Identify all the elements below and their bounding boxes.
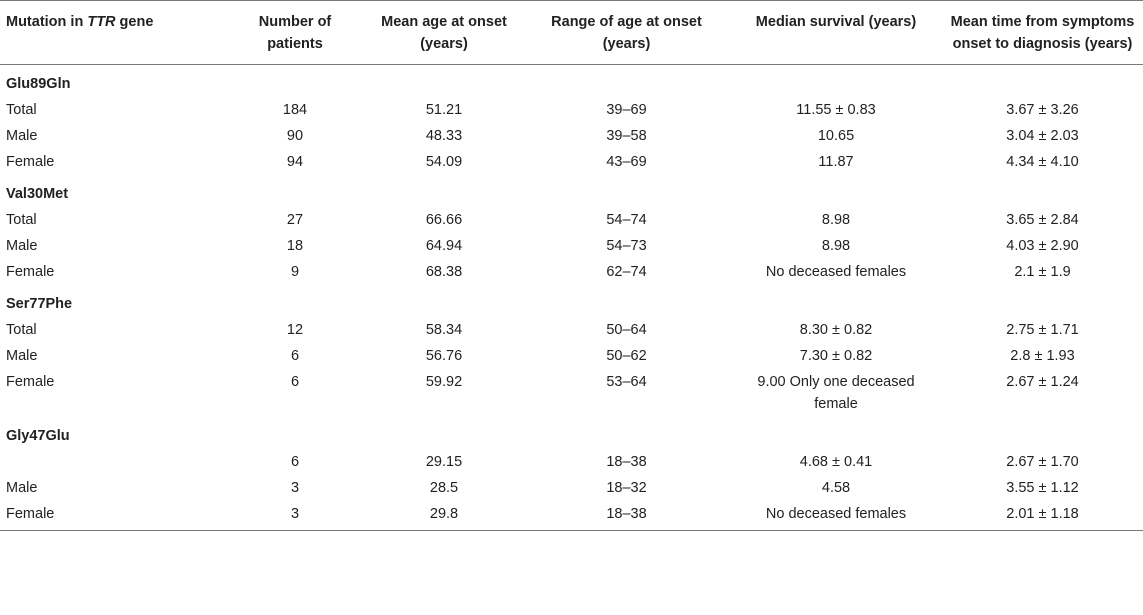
cell-mean-age: 66.66 — [425, 212, 463, 228]
group-header-row — [0, 175, 1143, 207]
cell-time-to-diagnosis: 2.67 ± 1.24 — [1006, 374, 1079, 390]
cell-mean-age: 28.5 — [429, 480, 459, 496]
cell-age-range: 18–32 — [606, 480, 647, 496]
cell-number-of-patients: 27 — [286, 212, 304, 228]
cell-number-of-patients: 9 — [290, 264, 300, 280]
table-row — [0, 259, 1143, 285]
cell-number-of-patients: 184 — [282, 102, 308, 118]
cell-median-survival: 7.30 ± 0.82 — [799, 348, 873, 364]
row-label: Male — [6, 348, 38, 364]
header-range-of-age-at-onset: Range of age at onset (years) — [523, 1, 730, 65]
table-row — [0, 123, 1143, 149]
group-title: Gly47Glu — [6, 428, 70, 444]
header-row — [0, 1, 1143, 65]
cell-time-to-diagnosis: 3.67 ± 3.26 — [1006, 102, 1079, 118]
row-label: Total — [6, 322, 37, 338]
cell-age-range: 54–73 — [606, 238, 647, 254]
row-label: Male — [6, 128, 38, 144]
table-row — [0, 233, 1143, 259]
cell-age-range: 50–64 — [606, 322, 647, 338]
row-label: Female — [6, 154, 55, 170]
cell-median-survival: 11.87 — [818, 154, 854, 170]
group-header-row — [0, 417, 1143, 449]
cell-age-range: 39–58 — [606, 128, 647, 144]
cell-number-of-patients: 6 — [290, 454, 300, 470]
cell-mean-age: 51.21 — [425, 102, 463, 118]
cell-time-to-diagnosis: 2.1 ± 1.9 — [1014, 264, 1071, 280]
table-row — [0, 475, 1143, 501]
row-label: Total — [6, 212, 37, 228]
cell-age-range: 50–62 — [606, 348, 647, 364]
cell-time-to-diagnosis: 3.55 ± 1.12 — [1006, 480, 1079, 496]
cell-time-to-diagnosis: 2.67 ± 1.70 — [1006, 454, 1079, 470]
cell-time-to-diagnosis: 3.65 ± 2.84 — [1006, 212, 1079, 228]
group-header-row — [0, 65, 1143, 98]
row-label: Male — [6, 238, 38, 254]
table-row — [0, 97, 1143, 123]
cell-number-of-patients: 6 — [290, 348, 300, 364]
row-label: Female — [0, 501, 225, 531]
table-row — [0, 501, 1143, 531]
cell-mean-age: 56.76 — [425, 348, 463, 364]
cell-mean-age: 48.33 — [425, 128, 463, 144]
cell-median-survival: No deceased females — [765, 264, 907, 280]
cell-age-range: 18–38 — [523, 501, 730, 531]
cell-number-of-patients: 6 — [290, 374, 300, 390]
cell-mean-age: 29.15 — [425, 454, 463, 470]
cell-median-survival: 8.98 — [821, 238, 851, 254]
table-row — [0, 343, 1143, 369]
row-label — [0, 449, 225, 475]
cell-number-of-patients: 90 — [286, 128, 304, 144]
cell-time-to-diagnosis: 4.34 ± 4.10 — [1006, 154, 1079, 170]
cell-number-of-patients: 12 — [286, 322, 304, 338]
cell-mean-age: 29.8 — [365, 501, 523, 531]
row-label: Female — [6, 264, 55, 280]
cell-median-survival: 4.58 — [821, 480, 851, 496]
group-title: Val30Met — [6, 186, 69, 202]
cell-time-to-diagnosis: 3.04 ± 2.03 — [1006, 128, 1079, 144]
cell-median-survival: 11.55 ± 0.83 — [796, 102, 876, 118]
cell-time-to-diagnosis: 4.03 ± 2.90 — [1006, 238, 1079, 254]
cell-median-survival: 9.00 Only one deceased female — [757, 374, 915, 412]
group-header-row — [0, 285, 1143, 317]
row-label: Male — [6, 480, 38, 496]
cell-mean-age: 68.38 — [425, 264, 463, 280]
cell-mean-age: 59.92 — [425, 374, 463, 390]
cell-median-survival: 8.98 — [821, 212, 851, 228]
header-mutation: Mutation in TTR gene — [0, 1, 225, 65]
table-row — [0, 449, 1143, 475]
cell-number-of-patients: 3 — [290, 480, 300, 496]
header-mean-time-to-diagnosis: Mean time from symptoms onset to diagnosis (years) — [942, 1, 1143, 65]
header-mean-age-at-onset: Mean age at onset (years) — [365, 1, 523, 65]
cell-time-to-diagnosis: 2.8 ± 1.93 — [1010, 348, 1075, 364]
cell-age-range: 53–64 — [606, 374, 647, 390]
cell-median-survival: 4.68 ± 0.41 — [799, 454, 873, 470]
cell-median-survival: No deceased females — [730, 501, 942, 531]
row-label: Female — [6, 374, 55, 390]
header-number-of-patients: Number of patients — [225, 1, 365, 65]
cell-age-range: 43–69 — [606, 154, 647, 170]
cell-median-survival: 8.30 ± 0.82 — [799, 322, 873, 338]
cell-number-of-patients: 94 — [286, 154, 304, 170]
table-row — [0, 369, 1143, 417]
table-row — [0, 149, 1143, 175]
cell-time-to-diagnosis: 2.01 ± 1.18 — [942, 501, 1143, 531]
cell-number-of-patients: 3 — [225, 501, 365, 531]
table-header — [0, 1, 1143, 65]
group-title: Ser77Phe — [6, 296, 73, 312]
cell-mean-age: 64.94 — [425, 238, 463, 254]
row-label: Total — [6, 102, 37, 118]
cell-number-of-patients: 18 — [286, 238, 304, 254]
cell-age-range: 62–74 — [606, 264, 647, 280]
cell-mean-age: 58.34 — [425, 322, 463, 338]
table-body — [0, 65, 1143, 531]
cell-age-range: 54–74 — [606, 212, 647, 228]
cell-median-survival: 10.65 — [817, 128, 855, 144]
cell-mean-age: 54.09 — [425, 154, 463, 170]
header-median-survival: Median survival (years) — [730, 1, 942, 65]
group-title: Glu89Gln — [6, 76, 71, 92]
cell-time-to-diagnosis: 2.75 ± 1.71 — [1006, 322, 1079, 338]
table-row — [0, 317, 1143, 343]
table-row — [0, 207, 1143, 233]
cell-age-range: 18–38 — [606, 454, 647, 470]
cell-age-range: 39–69 — [606, 102, 647, 118]
